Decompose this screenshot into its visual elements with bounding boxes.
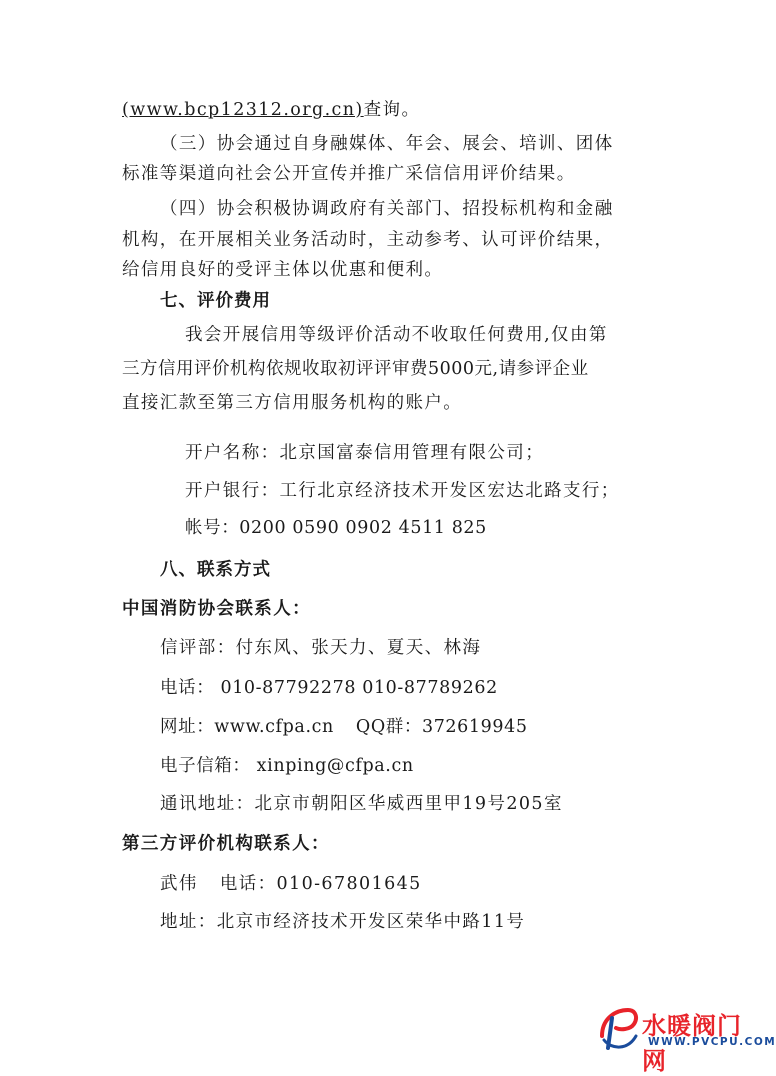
third-party-contact-line: [160, 873, 720, 895]
fee-line-3: 直接汇款至第三方信用服务机构的账户。: [122, 393, 463, 413]
fee-line-1: 我会开展信用等级评价活动不收取任何费用,仅由第: [185, 325, 608, 345]
query-line: [122, 99, 682, 121]
email[interactable]: 电子信箱： xinping@cfpa.cn: [160, 756, 414, 776]
para-4-line-2: 机构，在开展相关业务活动时，主动参考、认可评价结果，: [122, 230, 614, 250]
third-party-phone: 电话：010-67801645: [219, 874, 422, 894]
fee-line-2: 三方信用评价机构依规收取初评评审费5000元,请参评企业: [122, 359, 589, 379]
account-name: 开户名称：北京国富泰信用管理有限公司；: [185, 443, 545, 463]
account-number: 帐号：0200 0590 0902 4511 825: [185, 518, 487, 538]
account-bank: 开户银行：工行北京经济技术开发区宏达北路支行；: [185, 481, 620, 501]
cfpa-contact-title: 中国消防协会联系人：: [122, 599, 311, 619]
para-3-line-2: 标准等渠道向社会公开宣传并推广采信信用评价结果。: [122, 164, 576, 184]
website-qq-line: [160, 716, 720, 738]
third-party-address: 地址：北京市经济技术开发区荣华中路11号: [160, 912, 526, 932]
query-suffix: 查询。: [363, 100, 421, 120]
watermark-url: WWW.PVCPU.COM: [648, 1036, 776, 1048]
phone-numbers: 电话： 010-87792278 010-87789262: [160, 678, 498, 698]
mailing-address: 通讯地址：北京市朝阳区华威西里甲19号205室: [160, 794, 563, 814]
section-8-heading: 八、联系方式: [160, 560, 271, 580]
para-3-line-1: （三）协会通过自身融媒体、年会、展会、培训、团体: [160, 134, 614, 154]
third-party-name: 武伟: [160, 874, 198, 894]
watermark-title: 水暖阀门网: [642, 1012, 742, 1075]
para-4-line-1: （四）协会积极协调政府有关部门、招投标机构和金融: [160, 199, 614, 219]
third-party-contact-title: 第三方评价机构联系人：: [122, 834, 330, 854]
dept-contacts: 信评部：付东风、张天力、夏天、林海: [160, 638, 482, 658]
qq-group: QQ群：372619945: [355, 717, 528, 737]
section-7-heading: 七、评价费用: [160, 291, 271, 311]
watermark-logo-icon: [598, 1006, 640, 1052]
site-watermark: [596, 1004, 776, 1075]
para-4-line-3: 给信用良好的受评主体以优惠和便利。: [122, 260, 444, 280]
website[interactable]: 网址：www.cfpa.cn: [160, 717, 334, 737]
query-url[interactable]: (www.bcp12312.org.cn): [122, 100, 364, 120]
